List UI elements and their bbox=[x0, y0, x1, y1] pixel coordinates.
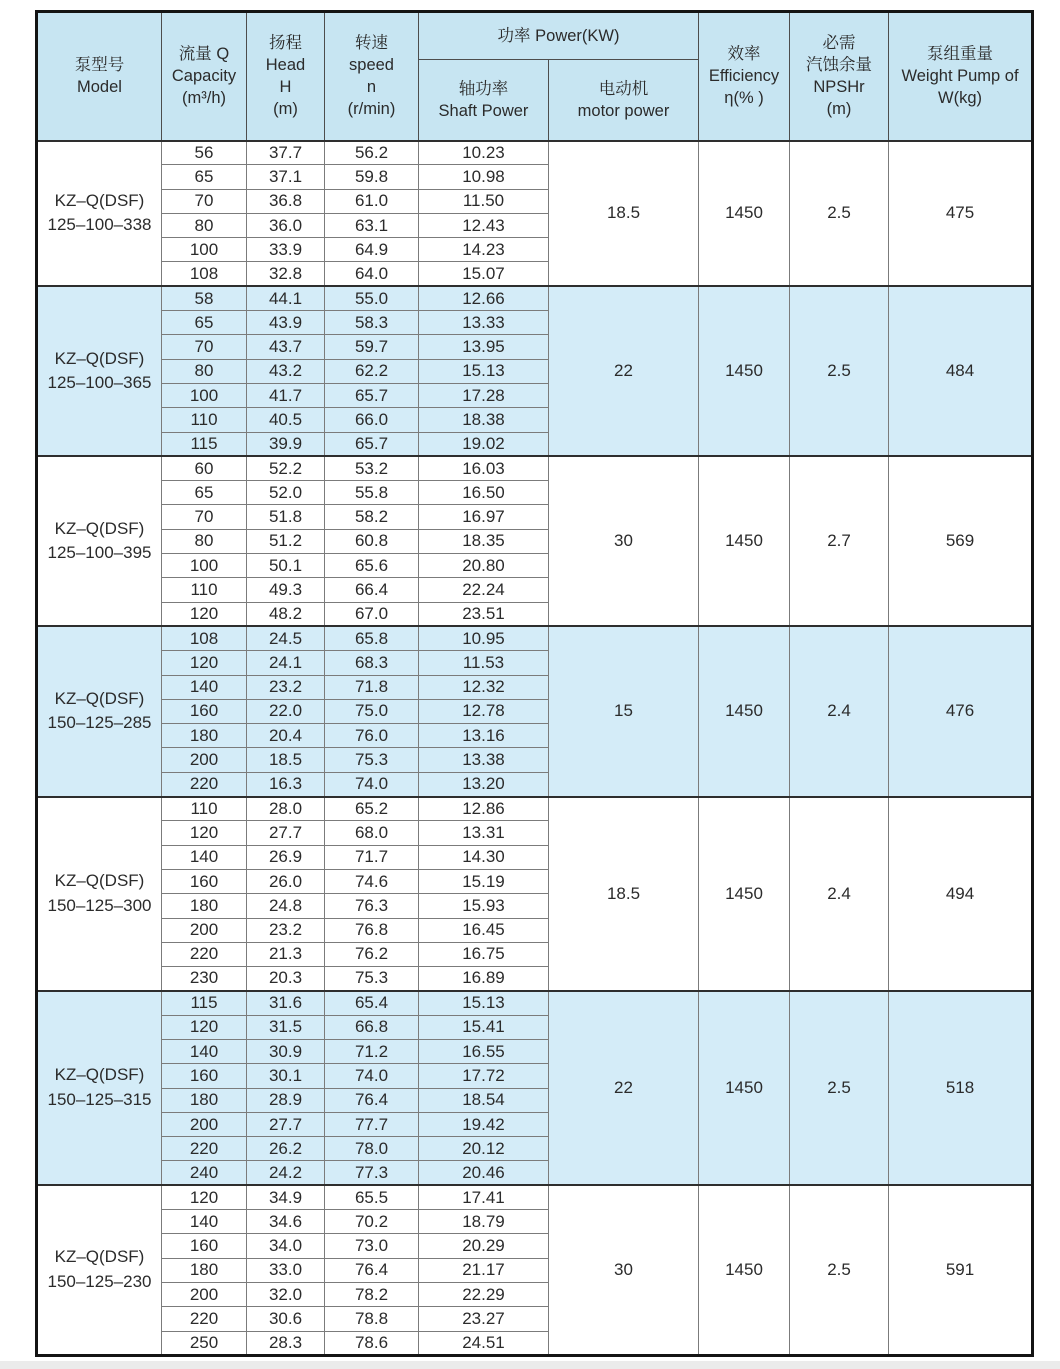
capacity-cell: 70 bbox=[162, 189, 247, 213]
shaft-power-cell: 22.29 bbox=[419, 1282, 549, 1306]
head-cell: 16.3 bbox=[247, 772, 325, 796]
efficiency-cell: 1450 bbox=[699, 141, 790, 287]
col-header-speed-line: (r/min) bbox=[347, 100, 396, 119]
shaft-power-cell: 15.41 bbox=[419, 1015, 549, 1039]
col-header-capacity-line: Capacity bbox=[171, 67, 237, 86]
motor-power-cell: 18.5 bbox=[549, 141, 699, 287]
motor-power-cell: 22 bbox=[549, 991, 699, 1185]
capacity-cell: 115 bbox=[162, 432, 247, 456]
head-cell: 41.7 bbox=[247, 383, 325, 407]
head-cell: 32.8 bbox=[247, 262, 325, 286]
shaft-power-cell: 20.29 bbox=[419, 1234, 549, 1258]
shaft-power-cell: 13.16 bbox=[419, 724, 549, 748]
shaft-power-cell: 12.78 bbox=[419, 699, 549, 723]
model-cell bbox=[37, 991, 162, 1185]
capacity-cell: 230 bbox=[162, 967, 247, 991]
head-cell: 24.2 bbox=[247, 1161, 325, 1185]
speed-cell: 64.0 bbox=[325, 262, 419, 286]
head-cell: 36.8 bbox=[247, 189, 325, 213]
head-cell: 28.3 bbox=[247, 1331, 325, 1355]
model-cell bbox=[37, 286, 162, 456]
motor-power-cell: 30 bbox=[549, 1185, 699, 1355]
head-cell: 28.0 bbox=[247, 797, 325, 821]
efficiency-cell: 1450 bbox=[699, 626, 790, 796]
shaft-power-cell: 23.51 bbox=[419, 602, 549, 626]
speed-cell: 65.6 bbox=[325, 554, 419, 578]
col-header-npshr-line: 必需 bbox=[822, 34, 856, 53]
capacity-cell: 120 bbox=[162, 1015, 247, 1039]
efficiency-cell: 1450 bbox=[699, 456, 790, 626]
col-header-npshr-line: 汽蚀余量 bbox=[806, 56, 873, 75]
capacity-cell: 115 bbox=[162, 991, 247, 1015]
col-header-motor-line: motor power bbox=[577, 101, 670, 120]
speed-cell: 75.3 bbox=[325, 748, 419, 772]
shaft-power-cell: 16.50 bbox=[419, 481, 549, 505]
head-cell: 43.9 bbox=[247, 311, 325, 335]
model-cell-line: KZ–Q(DSF) bbox=[54, 1065, 145, 1085]
head-cell: 32.0 bbox=[247, 1282, 325, 1306]
col-header-weight-line: Weight Pump of bbox=[901, 67, 1019, 86]
head-cell: 52.2 bbox=[247, 456, 325, 480]
head-cell: 26.2 bbox=[247, 1137, 325, 1161]
speed-cell: 78.0 bbox=[325, 1137, 419, 1161]
col-header-head-line: H bbox=[279, 78, 292, 97]
col-header-model bbox=[37, 12, 162, 141]
capacity-cell: 70 bbox=[162, 505, 247, 529]
speed-cell: 66.0 bbox=[325, 408, 419, 432]
speed-cell: 76.8 bbox=[325, 918, 419, 942]
shaft-power-cell: 18.38 bbox=[419, 408, 549, 432]
model-cell-line: 125–100–365 bbox=[47, 373, 152, 393]
col-header-speed bbox=[325, 12, 419, 141]
capacity-cell: 140 bbox=[162, 1210, 247, 1234]
speed-cell: 59.7 bbox=[325, 335, 419, 359]
speed-cell: 68.3 bbox=[325, 651, 419, 675]
head-cell: 36.0 bbox=[247, 213, 325, 237]
head-cell: 40.5 bbox=[247, 408, 325, 432]
speed-cell: 53.2 bbox=[325, 456, 419, 480]
model-cell-line: 150–125–315 bbox=[47, 1090, 152, 1110]
shaft-power-cell: 13.33 bbox=[419, 311, 549, 335]
capacity-cell: 120 bbox=[162, 1185, 247, 1209]
speed-cell: 67.0 bbox=[325, 602, 419, 626]
head-cell: 30.1 bbox=[247, 1064, 325, 1088]
capacity-cell: 160 bbox=[162, 699, 247, 723]
efficiency-cell: 1450 bbox=[699, 991, 790, 1185]
col-header-npshr-line: (m) bbox=[826, 100, 852, 119]
head-cell: 24.8 bbox=[247, 894, 325, 918]
speed-cell: 58.3 bbox=[325, 311, 419, 335]
capacity-cell: 200 bbox=[162, 1282, 247, 1306]
col-header-head-line: 扬程 bbox=[269, 34, 302, 53]
model-cell-line: KZ–Q(DSF) bbox=[54, 348, 145, 368]
speed-cell: 71.2 bbox=[325, 1039, 419, 1063]
model-cell bbox=[37, 626, 162, 796]
col-header-shaft-line: Shaft Power bbox=[438, 101, 529, 120]
col-header-shaft-line: 轴功率 bbox=[458, 79, 509, 98]
col-header-speed-line: speed bbox=[349, 56, 394, 75]
head-cell: 39.9 bbox=[247, 432, 325, 456]
speed-cell: 56.2 bbox=[325, 141, 419, 165]
shaft-power-cell: 17.72 bbox=[419, 1064, 549, 1088]
capacity-cell: 60 bbox=[162, 456, 247, 480]
speed-cell: 65.7 bbox=[325, 432, 419, 456]
shaft-power-cell: 17.41 bbox=[419, 1185, 549, 1209]
npshr-cell: 2.5 bbox=[790, 991, 889, 1185]
head-cell: 28.9 bbox=[247, 1088, 325, 1112]
capacity-cell: 180 bbox=[162, 894, 247, 918]
col-header-weight bbox=[889, 12, 1033, 141]
shaft-power-cell: 22.24 bbox=[419, 578, 549, 602]
capacity-cell: 108 bbox=[162, 262, 247, 286]
model-cell bbox=[37, 797, 162, 991]
head-cell: 49.3 bbox=[247, 578, 325, 602]
model-cell-line: 150–125–300 bbox=[47, 895, 152, 915]
speed-cell: 77.3 bbox=[325, 1161, 419, 1185]
shaft-power-cell: 13.20 bbox=[419, 772, 549, 796]
shaft-power-cell: 13.31 bbox=[419, 821, 549, 845]
table-row bbox=[37, 797, 1033, 821]
capacity-cell: 160 bbox=[162, 1064, 247, 1088]
capacity-cell: 65 bbox=[162, 165, 247, 189]
model-cell-line: 150–125–230 bbox=[47, 1272, 152, 1292]
col-header-capacity-line: (m³/h) bbox=[182, 89, 226, 108]
shaft-power-cell: 12.43 bbox=[419, 213, 549, 237]
model-cell-line: 125–100–395 bbox=[47, 543, 152, 563]
col-header-speed-line: n bbox=[366, 78, 377, 97]
speed-cell: 65.2 bbox=[325, 797, 419, 821]
motor-power-cell: 30 bbox=[549, 456, 699, 626]
pump-spec-table bbox=[35, 10, 1034, 1357]
col-header-efficiency-line: Efficiency bbox=[708, 67, 780, 86]
motor-power-cell: 18.5 bbox=[549, 797, 699, 991]
capacity-cell: 180 bbox=[162, 724, 247, 748]
head-cell: 37.1 bbox=[247, 165, 325, 189]
head-cell: 34.0 bbox=[247, 1234, 325, 1258]
head-cell: 27.7 bbox=[247, 1112, 325, 1136]
head-cell: 34.9 bbox=[247, 1185, 325, 1209]
speed-cell: 71.8 bbox=[325, 675, 419, 699]
speed-cell: 66.4 bbox=[325, 578, 419, 602]
speed-cell: 68.0 bbox=[325, 821, 419, 845]
capacity-cell: 200 bbox=[162, 1112, 247, 1136]
speed-cell: 78.8 bbox=[325, 1307, 419, 1331]
capacity-cell: 80 bbox=[162, 213, 247, 237]
col-header-head-line: (m) bbox=[273, 100, 298, 119]
capacity-cell: 160 bbox=[162, 1234, 247, 1258]
col-header-efficiency bbox=[699, 12, 790, 141]
capacity-cell: 120 bbox=[162, 821, 247, 845]
shaft-power-cell: 14.30 bbox=[419, 845, 549, 869]
col-header-shaft bbox=[419, 60, 549, 141]
head-cell: 20.3 bbox=[247, 967, 325, 991]
capacity-cell: 65 bbox=[162, 481, 247, 505]
efficiency-cell: 1450 bbox=[699, 286, 790, 456]
shaft-power-cell: 24.51 bbox=[419, 1331, 549, 1355]
head-cell: 44.1 bbox=[247, 286, 325, 310]
shaft-power-cell: 15.13 bbox=[419, 359, 549, 383]
capacity-cell: 56 bbox=[162, 141, 247, 165]
head-cell: 37.7 bbox=[247, 141, 325, 165]
speed-cell: 76.0 bbox=[325, 724, 419, 748]
shaft-power-cell: 16.45 bbox=[419, 918, 549, 942]
efficiency-cell: 1450 bbox=[699, 1185, 790, 1355]
model-cell-line: KZ–Q(DSF) bbox=[54, 688, 145, 708]
shaft-power-cell: 15.93 bbox=[419, 894, 549, 918]
header-row-1 bbox=[37, 12, 1033, 60]
speed-cell: 78.2 bbox=[325, 1282, 419, 1306]
head-cell: 30.6 bbox=[247, 1307, 325, 1331]
model-cell-line: KZ–Q(DSF) bbox=[54, 190, 145, 210]
shaft-power-cell: 23.27 bbox=[419, 1307, 549, 1331]
speed-cell: 74.6 bbox=[325, 869, 419, 893]
col-header-weight-line: W(kg) bbox=[938, 89, 983, 108]
head-cell: 21.3 bbox=[247, 942, 325, 966]
shaft-power-cell: 16.97 bbox=[419, 505, 549, 529]
capacity-cell: 100 bbox=[162, 238, 247, 262]
model-cell bbox=[37, 456, 162, 626]
head-cell: 33.9 bbox=[247, 238, 325, 262]
weight-cell: 475 bbox=[889, 141, 1033, 287]
shaft-power-cell: 10.98 bbox=[419, 165, 549, 189]
capacity-cell: 220 bbox=[162, 1307, 247, 1331]
page-bottom-strip bbox=[0, 1361, 1060, 1369]
capacity-cell: 70 bbox=[162, 335, 247, 359]
head-cell: 24.1 bbox=[247, 651, 325, 675]
shaft-power-cell: 10.95 bbox=[419, 626, 549, 650]
col-header-capacity bbox=[162, 12, 247, 141]
weight-cell: 569 bbox=[889, 456, 1033, 626]
npshr-cell: 2.5 bbox=[790, 286, 889, 456]
shaft-power-cell: 13.38 bbox=[419, 748, 549, 772]
shaft-power-cell: 15.13 bbox=[419, 991, 549, 1015]
head-cell: 23.2 bbox=[247, 918, 325, 942]
model-cell-line: KZ–Q(DSF) bbox=[54, 518, 145, 538]
table-row bbox=[37, 286, 1033, 310]
speed-cell: 58.2 bbox=[325, 505, 419, 529]
speed-cell: 66.8 bbox=[325, 1015, 419, 1039]
weight-cell: 484 bbox=[889, 286, 1033, 456]
capacity-cell: 200 bbox=[162, 918, 247, 942]
shaft-power-cell: 11.53 bbox=[419, 651, 549, 675]
table-row bbox=[37, 626, 1033, 650]
head-cell: 51.2 bbox=[247, 529, 325, 553]
npshr-cell: 2.5 bbox=[790, 141, 889, 287]
table-row bbox=[37, 456, 1033, 480]
head-cell: 26.9 bbox=[247, 845, 325, 869]
speed-cell: 76.3 bbox=[325, 894, 419, 918]
speed-cell: 65.8 bbox=[325, 626, 419, 650]
head-cell: 52.0 bbox=[247, 481, 325, 505]
capacity-cell: 80 bbox=[162, 529, 247, 553]
speed-cell: 55.0 bbox=[325, 286, 419, 310]
shaft-power-cell: 19.42 bbox=[419, 1112, 549, 1136]
shaft-power-cell: 20.80 bbox=[419, 554, 549, 578]
capacity-cell: 120 bbox=[162, 651, 247, 675]
shaft-power-cell: 15.19 bbox=[419, 869, 549, 893]
speed-cell: 59.8 bbox=[325, 165, 419, 189]
shaft-power-cell: 16.55 bbox=[419, 1039, 549, 1063]
shaft-power-cell: 14.23 bbox=[419, 238, 549, 262]
shaft-power-cell: 20.12 bbox=[419, 1137, 549, 1161]
speed-cell: 65.4 bbox=[325, 991, 419, 1015]
capacity-cell: 180 bbox=[162, 1258, 247, 1282]
head-cell: 20.4 bbox=[247, 724, 325, 748]
speed-cell: 65.5 bbox=[325, 1185, 419, 1209]
shaft-power-cell: 16.03 bbox=[419, 456, 549, 480]
speed-cell: 65.7 bbox=[325, 383, 419, 407]
speed-cell: 76.4 bbox=[325, 1088, 419, 1112]
shaft-power-cell: 15.07 bbox=[419, 262, 549, 286]
col-header-npshr-line: NPSHr bbox=[813, 78, 865, 97]
head-cell: 34.6 bbox=[247, 1210, 325, 1234]
model-cell-line: 150–125–285 bbox=[47, 713, 152, 733]
shaft-power-cell: 13.95 bbox=[419, 335, 549, 359]
head-cell: 30.9 bbox=[247, 1039, 325, 1063]
npshr-cell: 2.4 bbox=[790, 797, 889, 991]
speed-cell: 78.6 bbox=[325, 1331, 419, 1355]
speed-cell: 70.2 bbox=[325, 1210, 419, 1234]
speed-cell: 75.0 bbox=[325, 699, 419, 723]
table-row bbox=[37, 1185, 1033, 1209]
model-cell-line: 125–100–338 bbox=[47, 215, 152, 235]
weight-cell: 476 bbox=[889, 626, 1033, 796]
col-header-head-line: Head bbox=[265, 56, 306, 75]
speed-cell: 63.1 bbox=[325, 213, 419, 237]
head-cell: 50.1 bbox=[247, 554, 325, 578]
shaft-power-cell: 12.32 bbox=[419, 675, 549, 699]
capacity-cell: 110 bbox=[162, 578, 247, 602]
speed-cell: 77.7 bbox=[325, 1112, 419, 1136]
motor-power-cell: 22 bbox=[549, 286, 699, 456]
head-cell: 31.6 bbox=[247, 991, 325, 1015]
weight-cell: 591 bbox=[889, 1185, 1033, 1355]
model-cell-line: KZ–Q(DSF) bbox=[54, 871, 145, 891]
table-body bbox=[37, 141, 1033, 1356]
shaft-power-cell: 20.46 bbox=[419, 1161, 549, 1185]
speed-cell: 62.2 bbox=[325, 359, 419, 383]
model-cell-line: KZ–Q(DSF) bbox=[54, 1247, 145, 1267]
speed-cell: 75.3 bbox=[325, 967, 419, 991]
col-header-capacity-line: 流量 Q bbox=[178, 45, 230, 64]
speed-cell: 76.4 bbox=[325, 1258, 419, 1282]
speed-cell: 71.7 bbox=[325, 845, 419, 869]
shaft-power-cell: 11.50 bbox=[419, 189, 549, 213]
shaft-power-cell: 16.75 bbox=[419, 942, 549, 966]
capacity-cell: 220 bbox=[162, 772, 247, 796]
head-cell: 43.2 bbox=[247, 359, 325, 383]
col-header-npshr bbox=[790, 12, 889, 141]
table-header bbox=[37, 12, 1033, 141]
speed-cell: 64.9 bbox=[325, 238, 419, 262]
capacity-cell: 240 bbox=[162, 1161, 247, 1185]
npshr-cell: 2.5 bbox=[790, 1185, 889, 1355]
capacity-cell: 80 bbox=[162, 359, 247, 383]
head-cell: 31.5 bbox=[247, 1015, 325, 1039]
col-header-motor bbox=[549, 60, 699, 141]
shaft-power-cell: 17.28 bbox=[419, 383, 549, 407]
capacity-cell: 100 bbox=[162, 383, 247, 407]
col-header-efficiency-line: η(% ) bbox=[724, 89, 764, 108]
capacity-cell: 250 bbox=[162, 1331, 247, 1355]
head-cell: 18.5 bbox=[247, 748, 325, 772]
shaft-power-cell: 21.17 bbox=[419, 1258, 549, 1282]
capacity-cell: 120 bbox=[162, 602, 247, 626]
col-header-power-group: 功率 Power(KW) bbox=[419, 12, 699, 60]
head-cell: 26.0 bbox=[247, 869, 325, 893]
shaft-power-cell: 10.23 bbox=[419, 141, 549, 165]
capacity-cell: 180 bbox=[162, 1088, 247, 1112]
head-cell: 23.2 bbox=[247, 675, 325, 699]
capacity-cell: 100 bbox=[162, 554, 247, 578]
shaft-power-cell: 16.89 bbox=[419, 967, 549, 991]
shaft-power-cell: 19.02 bbox=[419, 432, 549, 456]
speed-cell: 55.8 bbox=[325, 481, 419, 505]
speed-cell: 61.0 bbox=[325, 189, 419, 213]
speed-cell: 60.8 bbox=[325, 529, 419, 553]
head-cell: 33.0 bbox=[247, 1258, 325, 1282]
shaft-power-cell: 18.54 bbox=[419, 1088, 549, 1112]
table-row bbox=[37, 991, 1033, 1015]
capacity-cell: 220 bbox=[162, 942, 247, 966]
capacity-cell: 140 bbox=[162, 675, 247, 699]
speed-cell: 74.0 bbox=[325, 1064, 419, 1088]
weight-cell: 494 bbox=[889, 797, 1033, 991]
capacity-cell: 58 bbox=[162, 286, 247, 310]
speed-cell: 73.0 bbox=[325, 1234, 419, 1258]
col-header-model-line: Model bbox=[77, 78, 122, 97]
capacity-cell: 160 bbox=[162, 869, 247, 893]
capacity-cell: 140 bbox=[162, 1039, 247, 1063]
capacity-cell: 140 bbox=[162, 845, 247, 869]
col-header-weight-line: 泵组重量 bbox=[927, 45, 994, 64]
shaft-power-cell: 18.79 bbox=[419, 1210, 549, 1234]
head-cell: 51.8 bbox=[247, 505, 325, 529]
capacity-cell: 220 bbox=[162, 1137, 247, 1161]
col-header-head bbox=[247, 12, 325, 141]
model-cell bbox=[37, 141, 162, 287]
shaft-power-cell: 18.35 bbox=[419, 529, 549, 553]
npshr-cell: 2.7 bbox=[790, 456, 889, 626]
speed-cell: 74.0 bbox=[325, 772, 419, 796]
head-cell: 48.2 bbox=[247, 602, 325, 626]
head-cell: 24.5 bbox=[247, 626, 325, 650]
model-cell bbox=[37, 1185, 162, 1355]
capacity-cell: 200 bbox=[162, 748, 247, 772]
npshr-cell: 2.4 bbox=[790, 626, 889, 796]
weight-cell: 518 bbox=[889, 991, 1033, 1185]
capacity-cell: 110 bbox=[162, 797, 247, 821]
speed-cell: 76.2 bbox=[325, 942, 419, 966]
motor-power-cell: 15 bbox=[549, 626, 699, 796]
capacity-cell: 110 bbox=[162, 408, 247, 432]
shaft-power-cell: 12.86 bbox=[419, 797, 549, 821]
shaft-power-cell: 12.66 bbox=[419, 286, 549, 310]
col-header-efficiency-line: 效率 bbox=[727, 45, 761, 64]
head-cell: 27.7 bbox=[247, 821, 325, 845]
col-header-speed-line: 转速 bbox=[355, 34, 388, 53]
capacity-cell: 65 bbox=[162, 311, 247, 335]
col-header-model-line: 泵型号 bbox=[74, 56, 125, 75]
efficiency-cell: 1450 bbox=[699, 797, 790, 991]
head-cell: 43.7 bbox=[247, 335, 325, 359]
table-row bbox=[37, 141, 1033, 165]
capacity-cell: 108 bbox=[162, 626, 247, 650]
col-header-motor-line: 电动机 bbox=[598, 79, 649, 98]
head-cell: 22.0 bbox=[247, 699, 325, 723]
